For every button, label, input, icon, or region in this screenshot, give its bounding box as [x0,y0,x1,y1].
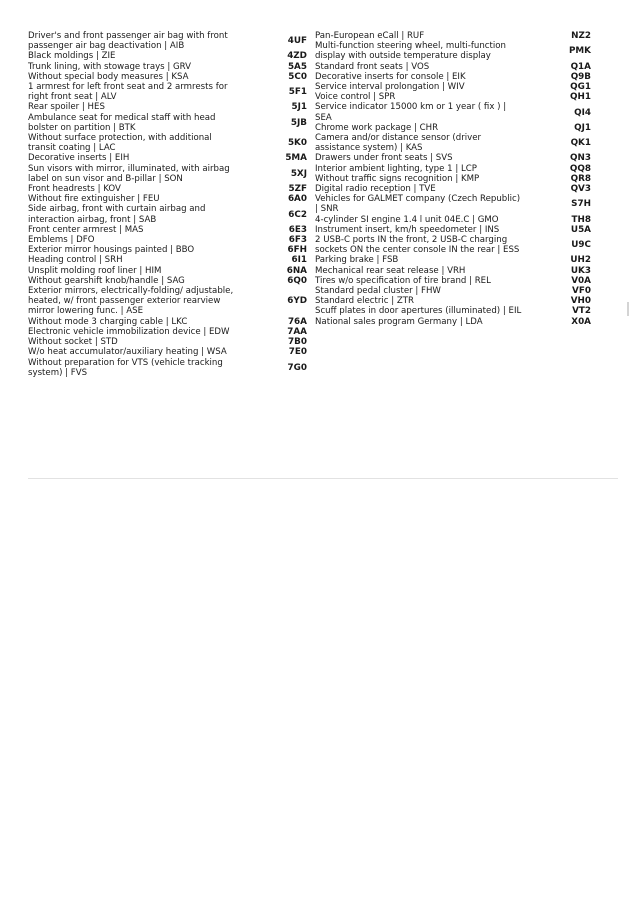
option-row [28,337,307,347]
option-row [28,225,307,235]
option-code: TH8 [571,214,591,225]
option-description: Camera and/or distance sensor (driver assistance system) | KAS [315,133,482,154]
option-description: Unsplit molding roof liner | HIM [28,265,162,276]
option-description: Scuff plates in door apertures (illuminated) | EIL [315,306,522,317]
option-code: V0A [571,275,591,286]
option-code: VT2 [572,306,591,317]
option-code: 4ZD [287,51,307,62]
option-description: Without mode 3 charging cable | LKC [28,316,188,327]
option-description: Ambulance seat for medical staff with head bolster on partition | BTK [28,112,216,133]
option-code: PMK [568,46,591,57]
option-row [315,31,591,41]
option-description: Mechanical rear seat release | VRH [315,265,466,276]
option-code: 6F3 [288,235,307,246]
option-description: Exterior mirror housings painted | BBO [28,245,195,256]
option-description: Chrome work package | CHR [315,122,439,133]
option-row [315,41,591,61]
right-options-column [315,31,591,327]
option-row [315,153,591,163]
option-description: Front headrests | KOV [28,184,121,195]
option-code: 6C2 [288,209,307,220]
option-code: Q9B [570,71,591,82]
option-code: UK3 [570,265,591,276]
option-row [315,82,591,92]
option-description: Without preparation for VTS (vehicle tracking system) | FVS [28,357,223,378]
option-row [315,276,591,286]
option-row [28,276,307,286]
option-row [315,72,591,82]
option-code: 6I1 [291,255,307,266]
option-code: QR8 [570,173,591,184]
option-row [28,266,307,276]
option-code: QI4 [574,107,591,118]
option-description: Drawers under front seats | SVS [315,153,453,164]
option-code: 6YD [287,296,307,307]
option-description: Sun visors with mirror, illuminated, with airbag label on sun visor and B-pillar | SON [28,163,230,184]
option-row [28,102,307,112]
option-description: Without surface protection, with additional transit coating | LAC [28,133,212,154]
option-code: QQ8 [569,163,591,174]
option-description: Instrument insert, km/h speedometer | INS [315,224,500,235]
option-code: 76A [287,316,307,327]
option-description: National sales program Germany | LDA [315,316,483,327]
option-code: QJ1 [574,122,591,133]
option-row [28,72,307,82]
option-description: Digital radio reception | TVE [315,184,436,195]
option-description: Parking brake | FSB [315,255,399,266]
option-row [28,204,307,224]
option-code: QV3 [570,184,591,195]
option-description: Decorative inserts for console | EIK [315,71,466,82]
option-code: UH2 [570,255,591,266]
option-row [28,245,307,255]
option-code: VF0 [572,286,591,297]
option-row [315,296,591,306]
option-row [28,194,307,204]
option-code: X0A [571,316,591,327]
option-code: QH1 [570,92,591,103]
option-description: Electronic vehicle immobilization device | EDW [28,326,230,337]
option-description: Exterior mirrors, electrically-folding/ adjustable, heated, w/ front passenger exterior rearview mirror lowering func. | ASE [28,286,234,317]
option-row [28,31,307,51]
option-row [315,286,591,296]
option-row [315,102,591,122]
option-code: U9C [571,240,591,251]
option-row [315,133,591,153]
option-description: Standard front seats | VOS [315,61,430,72]
option-code: 7G0 [287,362,307,373]
option-row [315,174,591,184]
option-row [315,266,591,276]
option-row [315,235,591,255]
option-code: S7H [571,199,591,210]
option-description: Trunk lining, with stowage trays | GRV [28,61,192,72]
option-description: W/o heat accumulator/auxiliary heating | WSA [28,347,227,358]
option-description: Rear spoiler | HES [28,102,105,113]
option-code: VH0 [570,296,591,307]
option-row [28,286,307,317]
option-description: Black moldings | ZIE [28,51,116,62]
option-row [315,123,591,133]
option-code: 6FH [287,245,307,256]
option-row [28,82,307,102]
option-code: 5A5 [287,61,307,72]
option-row [28,317,307,327]
option-description: Emblems | DFO [28,235,95,246]
option-row [315,317,591,327]
option-code: NZ2 [571,31,591,41]
option-row [315,62,591,72]
option-row [315,194,591,214]
option-row [28,51,307,61]
option-code: 5ZF [288,184,307,195]
option-row [28,153,307,163]
option-description: 1 armrest for left front seat and 2 armrests for right front seat | ALV [28,82,228,103]
option-description: Without special body measures | KSA [28,71,189,82]
option-description: 2 USB-C ports IN the front, 2 USB-C charging sockets ON the center console IN the rear | ESS [315,235,520,256]
option-code: 5MA [285,153,307,164]
option-code: QK1 [570,138,591,149]
option-row [315,164,591,174]
option-row [28,358,307,378]
option-code: QG1 [570,82,591,93]
option-code: 4UF [287,36,307,47]
option-description: Decorative inserts | EIH [28,153,130,164]
option-row [315,215,591,225]
option-code: 5F1 [288,87,307,98]
option-code: 6E3 [288,224,307,235]
page-edge-mark [627,302,629,316]
option-description: Service interval prolongation | WIV [315,82,465,93]
option-code: 7B0 [288,337,307,348]
option-row [28,133,307,153]
option-description: Side airbag, front with curtain airbag and interaction airbag, front | SAB [28,204,206,225]
option-code: QN3 [570,153,591,164]
option-row [28,113,307,133]
option-description: Tires w/o specification of tire brand | REL [315,275,491,286]
option-code: 6Q0 [287,275,307,286]
option-description: Without fire extinguisher | FEU [28,194,160,205]
option-code: 7E0 [288,347,307,358]
option-row [315,184,591,194]
option-row [28,164,307,184]
option-row [28,255,307,265]
option-description: Without gearshift knob/handle | SAG [28,275,185,286]
option-description: Vehicles for GALMET company (Czech Republic) | SNR [315,194,521,215]
option-row [28,184,307,194]
option-code: 5K0 [287,138,307,149]
option-code: 6NA [286,265,307,276]
option-code: 5C0 [288,71,307,82]
bottom-divider [28,478,618,479]
option-description: Standard electric | ZTR [315,296,414,307]
option-code: 7AA [287,326,307,337]
option-code: U5A [570,224,591,235]
option-code: Q1A [570,61,591,72]
option-code: 5XJ [290,168,307,179]
option-code: 5J1 [291,102,307,113]
option-row [28,235,307,245]
left-options-column [28,31,307,378]
option-row [315,255,591,265]
option-description: Pan-European eCall | RUF [315,31,425,41]
option-row [315,306,591,316]
option-row [315,225,591,235]
option-description: Driver's and front passenger air bag with front passenger air bag deactivation | AIB [28,31,228,52]
option-description: Front center armrest | MAS [28,224,144,235]
option-description: Standard pedal cluster | FHW [315,286,441,297]
option-row [315,92,591,102]
option-row [28,62,307,72]
option-row [28,327,307,337]
option-description: Service indicator 15000 km or 1 year ( fix ) | SEA [315,102,507,123]
option-description: Multi-function steering wheel, multi-function display with outside temperature display [315,41,506,62]
option-row [28,347,307,357]
option-description: Heading control | SRH [28,255,123,266]
option-description: Voice control | SPR [315,92,396,103]
option-code: 6A0 [287,194,307,205]
option-description: 4-cylinder SI engine 1.4 l unit 04E.C | GMO [315,214,499,225]
option-code: 5JB [290,117,307,128]
option-description: Interior ambient lighting, type 1 | LCP [315,163,477,174]
option-description: Without traffic signs recognition | KMP [315,173,480,184]
option-description: Without socket | STD [28,337,118,348]
